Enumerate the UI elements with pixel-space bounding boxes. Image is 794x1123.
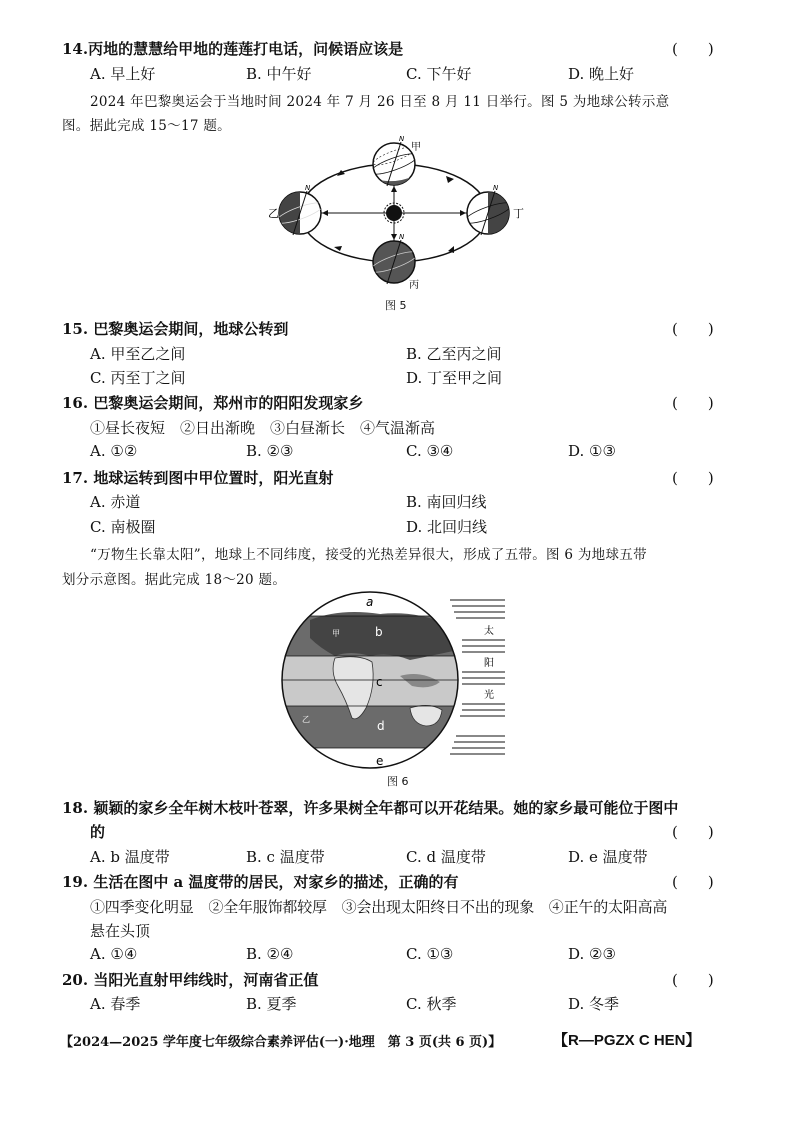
pole-mark-jia: N bbox=[399, 135, 405, 143]
q14-option-c: C. 下午好 bbox=[406, 65, 472, 83]
ray-arrow-yi bbox=[322, 210, 328, 216]
q15-option-c: C. 丙至丁之间 bbox=[90, 369, 186, 387]
label-ding: 丁 bbox=[513, 207, 524, 220]
q19-items-line1: ①四季变化明显 ②全年服饰都较厚 ③会出现太阳终日不出的现象 ④正午的太阳高高 bbox=[90, 898, 668, 916]
q14-option-a: A. 早上好 bbox=[90, 65, 156, 83]
q20-option-b: B. 夏季 bbox=[246, 995, 297, 1013]
label-bing: 丙 bbox=[409, 280, 419, 291]
zone-label-a: a bbox=[366, 595, 374, 609]
q18-stem-line1: 18. 颖颖的家乡全年树木枝叶苍翠，许多果树全年都可以开花结果。她的家乡最可能位于图中 bbox=[62, 799, 679, 817]
zone-label-d: d bbox=[377, 719, 385, 733]
label-yi: 乙 bbox=[268, 207, 279, 220]
label-jia: 甲 bbox=[411, 142, 421, 153]
q19-answer-paren: ( ) bbox=[672, 873, 714, 891]
q17-option-c: C. 南极圈 bbox=[90, 518, 156, 536]
q17-stem: 17. 地球运转到图中甲位置时，阳光直射 bbox=[62, 469, 334, 487]
pole-mark-bing: N bbox=[399, 233, 405, 241]
q15-option-d: D. 丁至甲之间 bbox=[406, 369, 503, 387]
q18-option-d: D. e 温度带 bbox=[568, 848, 648, 866]
figure-5-caption: 图 5 bbox=[385, 299, 407, 312]
intro-18-20-line2: 划分示意图。据此完成 18～20 题。 bbox=[62, 572, 287, 588]
orbit-arrow-top-right bbox=[446, 176, 454, 183]
figure-5-revolution-diagram bbox=[270, 136, 530, 296]
q14-option-b: B. 中午好 bbox=[246, 65, 312, 83]
q19-option-a: A. ①④ bbox=[90, 945, 138, 963]
intro-15-17-line1: 2024 年巴黎奥运会于当地时间 2024 年 7 月 26 日至 8 月 11 日举行。图 5 为地球公转示意 bbox=[90, 94, 670, 110]
q18-option-a: A. b 温度带 bbox=[90, 848, 170, 866]
earth-ding bbox=[462, 191, 513, 235]
q14-answer-paren: ( ) bbox=[672, 40, 714, 58]
q18-answer-paren: ( ) bbox=[672, 823, 714, 841]
q20-option-d: D. 冬季 bbox=[568, 995, 620, 1013]
q15-stem: 15. 巴黎奥运会期间，地球公转到 bbox=[62, 320, 289, 338]
zone-e-band bbox=[280, 748, 460, 774]
intro-18-20-line1: “万物生长靠太阳”，地球上不同纬度，接受的光热差异很大，形成了五带。图 6 为地球五带 bbox=[90, 547, 647, 563]
q17-option-d: D. 北回归线 bbox=[406, 518, 488, 536]
earth-bing bbox=[368, 236, 420, 284]
q18-option-c: C. d 温度带 bbox=[406, 848, 486, 866]
q16-option-d: D. ①③ bbox=[568, 442, 616, 460]
q17-answer-paren: ( ) bbox=[672, 469, 714, 487]
intro-15-17-line2: 图。据此完成 15～17 题。 bbox=[62, 118, 231, 134]
q20-option-a: A. 春季 bbox=[90, 995, 141, 1013]
q16-stem: 16. 巴黎奥运会期间，郑州市的阳阳发现家乡 bbox=[62, 394, 364, 412]
footer-exam-info: 【2024—2025 学年度七年级综合素养评估(一)·地理 第 3 页(共 6 页)】 bbox=[60, 1035, 502, 1050]
q19-option-b: B. ②④ bbox=[246, 945, 294, 963]
footer-code: 【R—PGZX C HEN】 bbox=[553, 1032, 701, 1049]
figure-6-caption: 图 6 bbox=[387, 775, 409, 788]
sun-char-guang: 光 bbox=[484, 690, 494, 701]
q16-option-c: C. ③④ bbox=[406, 442, 454, 460]
ray-arrow-jia bbox=[391, 186, 397, 192]
q20-stem: 20. 当阳光直射甲纬线时，河南省正值 bbox=[62, 971, 319, 989]
pole-mark-yi: N bbox=[305, 184, 311, 192]
sun-char-tai: 太 bbox=[484, 626, 494, 637]
latitude-label-jia: 甲 bbox=[332, 629, 340, 638]
figure-6-five-zones-diagram bbox=[280, 590, 520, 770]
q19-option-d: D. ②③ bbox=[568, 945, 616, 963]
sun bbox=[386, 205, 402, 221]
q14-stem: 14.丙地的慧慧给甲地的莲莲打电话，问候语应该是 bbox=[62, 40, 404, 58]
latitude-label-yi: 乙 bbox=[302, 715, 310, 724]
q20-answer-paren: ( ) bbox=[672, 971, 714, 989]
q14-option-d: D. 晚上好 bbox=[568, 65, 635, 83]
sun-char-yang: 阳 bbox=[484, 658, 494, 669]
q16-option-a: A. ①② bbox=[90, 442, 138, 460]
q17-option-a: A. 赤道 bbox=[90, 493, 141, 511]
ray-arrow-bing bbox=[391, 234, 397, 240]
q19-stem: 19. 生活在图中 a 温度带的居民，对家乡的描述，正确的有 bbox=[62, 873, 459, 891]
q16-option-b: B. ②③ bbox=[246, 442, 294, 460]
orbit-arrow-bottom-right bbox=[448, 246, 454, 253]
q19-option-c: C. ①③ bbox=[406, 945, 454, 963]
orbit-arrow-bottom-left bbox=[334, 246, 342, 251]
q17-option-b: B. 南回归线 bbox=[406, 493, 487, 511]
q18-option-b: B. c 温度带 bbox=[246, 848, 325, 866]
pole-mark-ding: N bbox=[493, 184, 499, 192]
q15-answer-paren: ( ) bbox=[672, 320, 714, 338]
zone-label-c: c bbox=[376, 675, 383, 689]
q16-answer-paren: ( ) bbox=[672, 394, 714, 412]
ray-arrow-ding bbox=[460, 210, 466, 216]
q20-option-c: C. 秋季 bbox=[406, 995, 457, 1013]
q18-stem-line2: 的 bbox=[90, 823, 106, 841]
q15-option-a: A. 甲至乙之间 bbox=[90, 345, 186, 363]
q16-items: ①昼长夜短 ②日出渐晚 ③白昼渐长 ④气温渐高 bbox=[90, 419, 436, 437]
q15-option-b: B. 乙至丙之间 bbox=[406, 345, 502, 363]
earth-yi bbox=[274, 191, 325, 235]
zone-label-b: b bbox=[375, 625, 383, 639]
q19-items-line2: 悬在头顶 bbox=[90, 922, 151, 940]
zone-label-e: e bbox=[376, 754, 384, 768]
